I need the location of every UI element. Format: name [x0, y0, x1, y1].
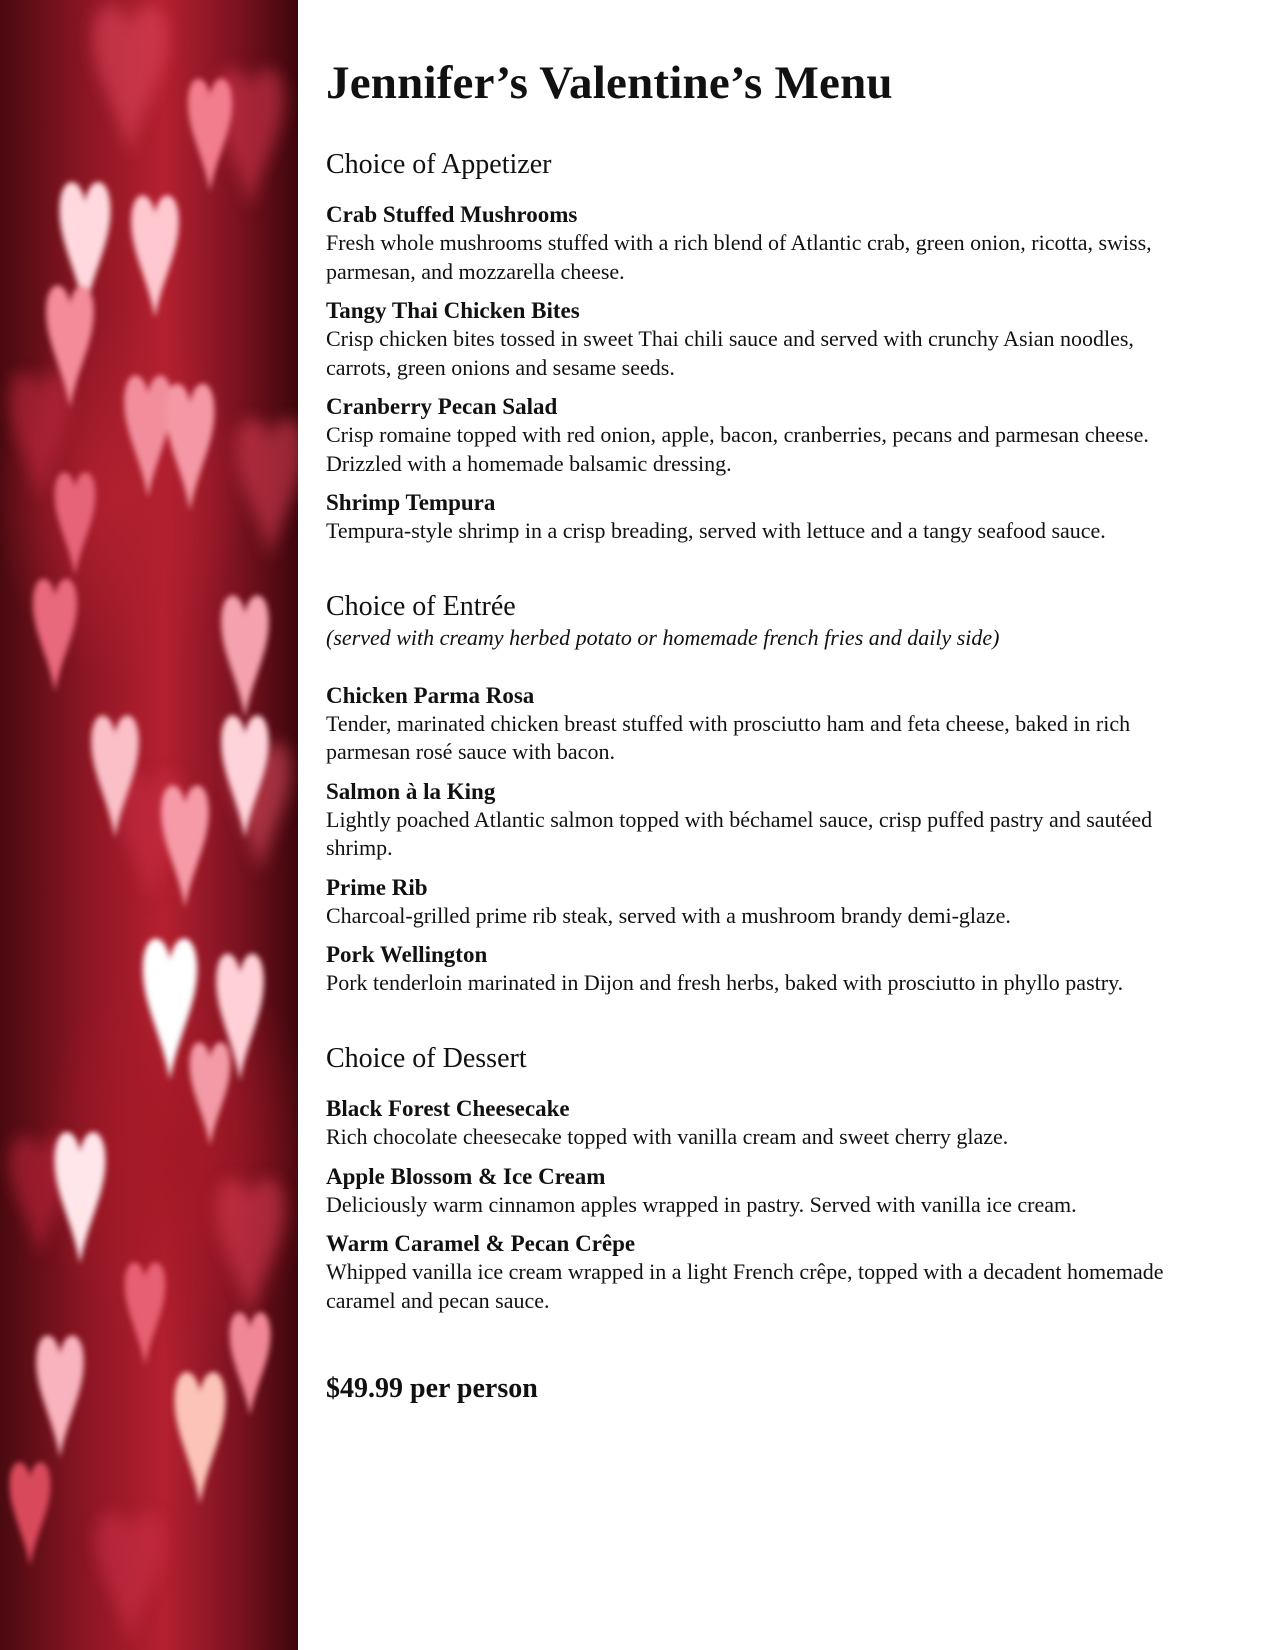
entree-section — [326, 590, 1186, 998]
menu-item — [326, 489, 1186, 546]
menu-item — [326, 874, 1186, 931]
dessert-section — [326, 1042, 1186, 1316]
item-description: Deliciously warm cinnamon apples wrapped in pastry. Served with vanilla ice cream. — [326, 1191, 1077, 1217]
item-name: Chicken Parma Rosa — [326, 682, 535, 708]
item-description: Whipped vanilla ice cream wrapped in a light French crêpe, topped with a decadent homemade caramel and pecan sauce. — [326, 1259, 1164, 1313]
menu-item — [326, 393, 1186, 478]
item-name: Shrimp Tempura — [326, 490, 496, 516]
menu-item — [326, 297, 1186, 382]
item-description: Lightly poached Atlantic salmon topped with béchamel sauce, crisp puffed pastry and sautéed shrimp. — [326, 806, 1153, 861]
item-name: Pork Wellington — [326, 942, 488, 968]
menu-item — [326, 201, 1186, 286]
item-description: Pork tenderloin marinated in Dijon and fresh herbs, baked with prosciutto in phyllo pastry. — [326, 970, 1124, 996]
item-description: Tender, marinated chicken breast stuffed with prosciutto ham and feta cheese, baked in rich parmesan rosé sauce with bacon. — [326, 710, 1131, 765]
section-note: (served with creamy herbed potato or homemade french fries and daily side) — [326, 625, 1000, 651]
item-description: Crisp romaine topped with red onion, apple, bacon, cranberries, pecans and parmesan cheese. Drizzled with a homemade balsamic dressing. — [326, 422, 1149, 476]
price-per-person: $49.99 per person — [326, 1373, 538, 1405]
item-name: Black Forest Cheesecake — [326, 1096, 570, 1122]
menu-item — [326, 1230, 1186, 1315]
section-title: Choice of Appetizer — [326, 148, 552, 180]
menu-content — [326, 58, 1186, 1405]
item-description: Fresh whole mushrooms stuffed with a rich blend of Atlantic crab, green onion, ricotta, swiss, parmesan, and mozzarella cheese. — [326, 230, 1152, 284]
item-description: Charcoal-grilled prime rib steak, served with a mushroom brandy demi-glaze. — [326, 902, 1011, 928]
menu-item — [326, 1163, 1186, 1220]
item-name: Prime Rib — [326, 874, 428, 900]
item-description: Crisp chicken bites tossed in sweet Thai chili sauce and served with crunchy Asian noodles, carrots, green onions and sesame seeds. — [326, 326, 1134, 380]
item-description: Tempura-style shrimp in a crisp breading, served with lettuce and a tangy seafood sauce. — [326, 518, 1106, 544]
section-title: Choice of Entrée — [326, 590, 516, 622]
item-name: Apple Blossom & Ice Cream — [326, 1163, 606, 1189]
item-description: Rich chocolate cheesecake topped with vanilla cream and sweet cherry glaze. — [326, 1124, 1009, 1150]
menu-item — [326, 778, 1186, 863]
menu-item — [326, 682, 1186, 767]
item-name: Salmon à la King — [326, 778, 496, 804]
menu-title: Jennifer’s Valentine’s Menu — [326, 57, 893, 109]
item-name: Tangy Thai Chicken Bites — [326, 298, 580, 324]
menu-item — [326, 1095, 1186, 1152]
appetizer-section — [326, 148, 1186, 546]
section-title: Choice of Dessert — [326, 1042, 527, 1074]
hearts-pattern — [0, 0, 298, 1650]
item-name: Crab Stuffed Mushrooms — [326, 202, 578, 228]
valentine-hearts-image — [0, 0, 298, 1650]
menu-item — [326, 941, 1186, 998]
item-name: Cranberry Pecan Salad — [326, 394, 558, 420]
item-name: Warm Caramel & Pecan Crêpe — [326, 1231, 636, 1257]
